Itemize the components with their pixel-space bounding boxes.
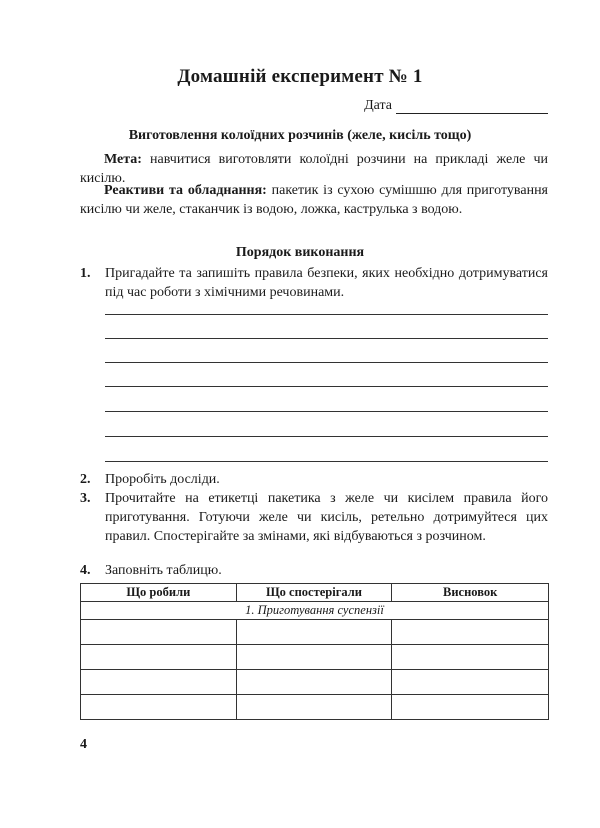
table-row: [81, 695, 549, 720]
table-cell[interactable]: [81, 670, 237, 695]
step-3: [80, 489, 548, 546]
experiment-subtitle: Виготовлення колоїдних розчинів (желе, кисіль тощо): [128, 128, 472, 143]
answer-line[interactable]: [105, 386, 548, 387]
answer-line[interactable]: [105, 411, 548, 412]
table-row: [81, 645, 549, 670]
table-section-row: [81, 602, 549, 620]
table-cell[interactable]: [392, 695, 549, 720]
step-number: 2.: [80, 472, 91, 487]
date-input-line[interactable]: [396, 99, 548, 114]
answer-line[interactable]: [105, 461, 548, 462]
column-header-conclusion: Висновок: [392, 584, 549, 602]
page-number: 4: [80, 737, 87, 752]
date-label: Дата: [364, 98, 392, 113]
step-4: [80, 561, 548, 580]
date-field: [364, 98, 548, 114]
table-cell[interactable]: [81, 695, 237, 720]
answer-line[interactable]: [105, 338, 548, 339]
step-2: [80, 470, 548, 489]
table-cell[interactable]: [236, 620, 392, 645]
step-number: 3.: [80, 491, 91, 506]
column-header-what-did: Що робили: [81, 584, 237, 602]
answer-line[interactable]: [105, 314, 548, 315]
step-text: Прочитайте на етикетці пакетика з желе чи кисілем правила його приготування. Готуючи желе чи кисіль, ретельно дотримуйтеся цих правил. Спостерігайте за змінами, які відбуваються з розчином.: [105, 491, 548, 544]
table-cell[interactable]: [392, 670, 549, 695]
step-1: [80, 264, 548, 302]
table-cell[interactable]: [392, 620, 549, 645]
results-table: [80, 583, 549, 720]
reagents-label: Реактиви та обладнання:: [104, 183, 267, 198]
step-text: Проробіть досліди.: [105, 472, 220, 487]
reagents-text: пакетик із сухою сумішшю для приготування кисілю чи желе, стаканчик із водою, ложка, каструлька з водою.: [80, 183, 548, 217]
goal-label: Мета:: [104, 152, 142, 167]
table-cell[interactable]: [236, 695, 392, 720]
procedure-title: Порядок виконання: [235, 245, 365, 260]
reagents-paragraph: [80, 181, 548, 219]
stage-label: 1. Приготування суспензії: [81, 602, 549, 620]
step-number: 1.: [80, 266, 91, 281]
answer-line[interactable]: [105, 362, 548, 363]
table-cell[interactable]: [236, 670, 392, 695]
table-cell[interactable]: [81, 645, 237, 670]
step-text: Пригадайте та запишіть правила безпеки, яких необхідно дотримуватися під час роботи з хімічними речовинами.: [105, 266, 548, 300]
table-cell[interactable]: [392, 645, 549, 670]
step-number: 4.: [80, 563, 91, 578]
column-header-observed: Що спостерігали: [236, 584, 392, 602]
table-header-row: [81, 584, 549, 602]
answer-line[interactable]: [105, 436, 548, 437]
table-cell[interactable]: [81, 620, 237, 645]
goal-text: навчитися виготовляти колоїдні розчини на прикладі желе чи кисілю.: [80, 152, 548, 186]
page-title: Домашній експеримент № 1: [177, 66, 423, 87]
table-row: [81, 620, 549, 645]
table-row: [81, 670, 549, 695]
table-cell[interactable]: [236, 645, 392, 670]
step-text: Заповніть таблицю.: [105, 563, 222, 578]
